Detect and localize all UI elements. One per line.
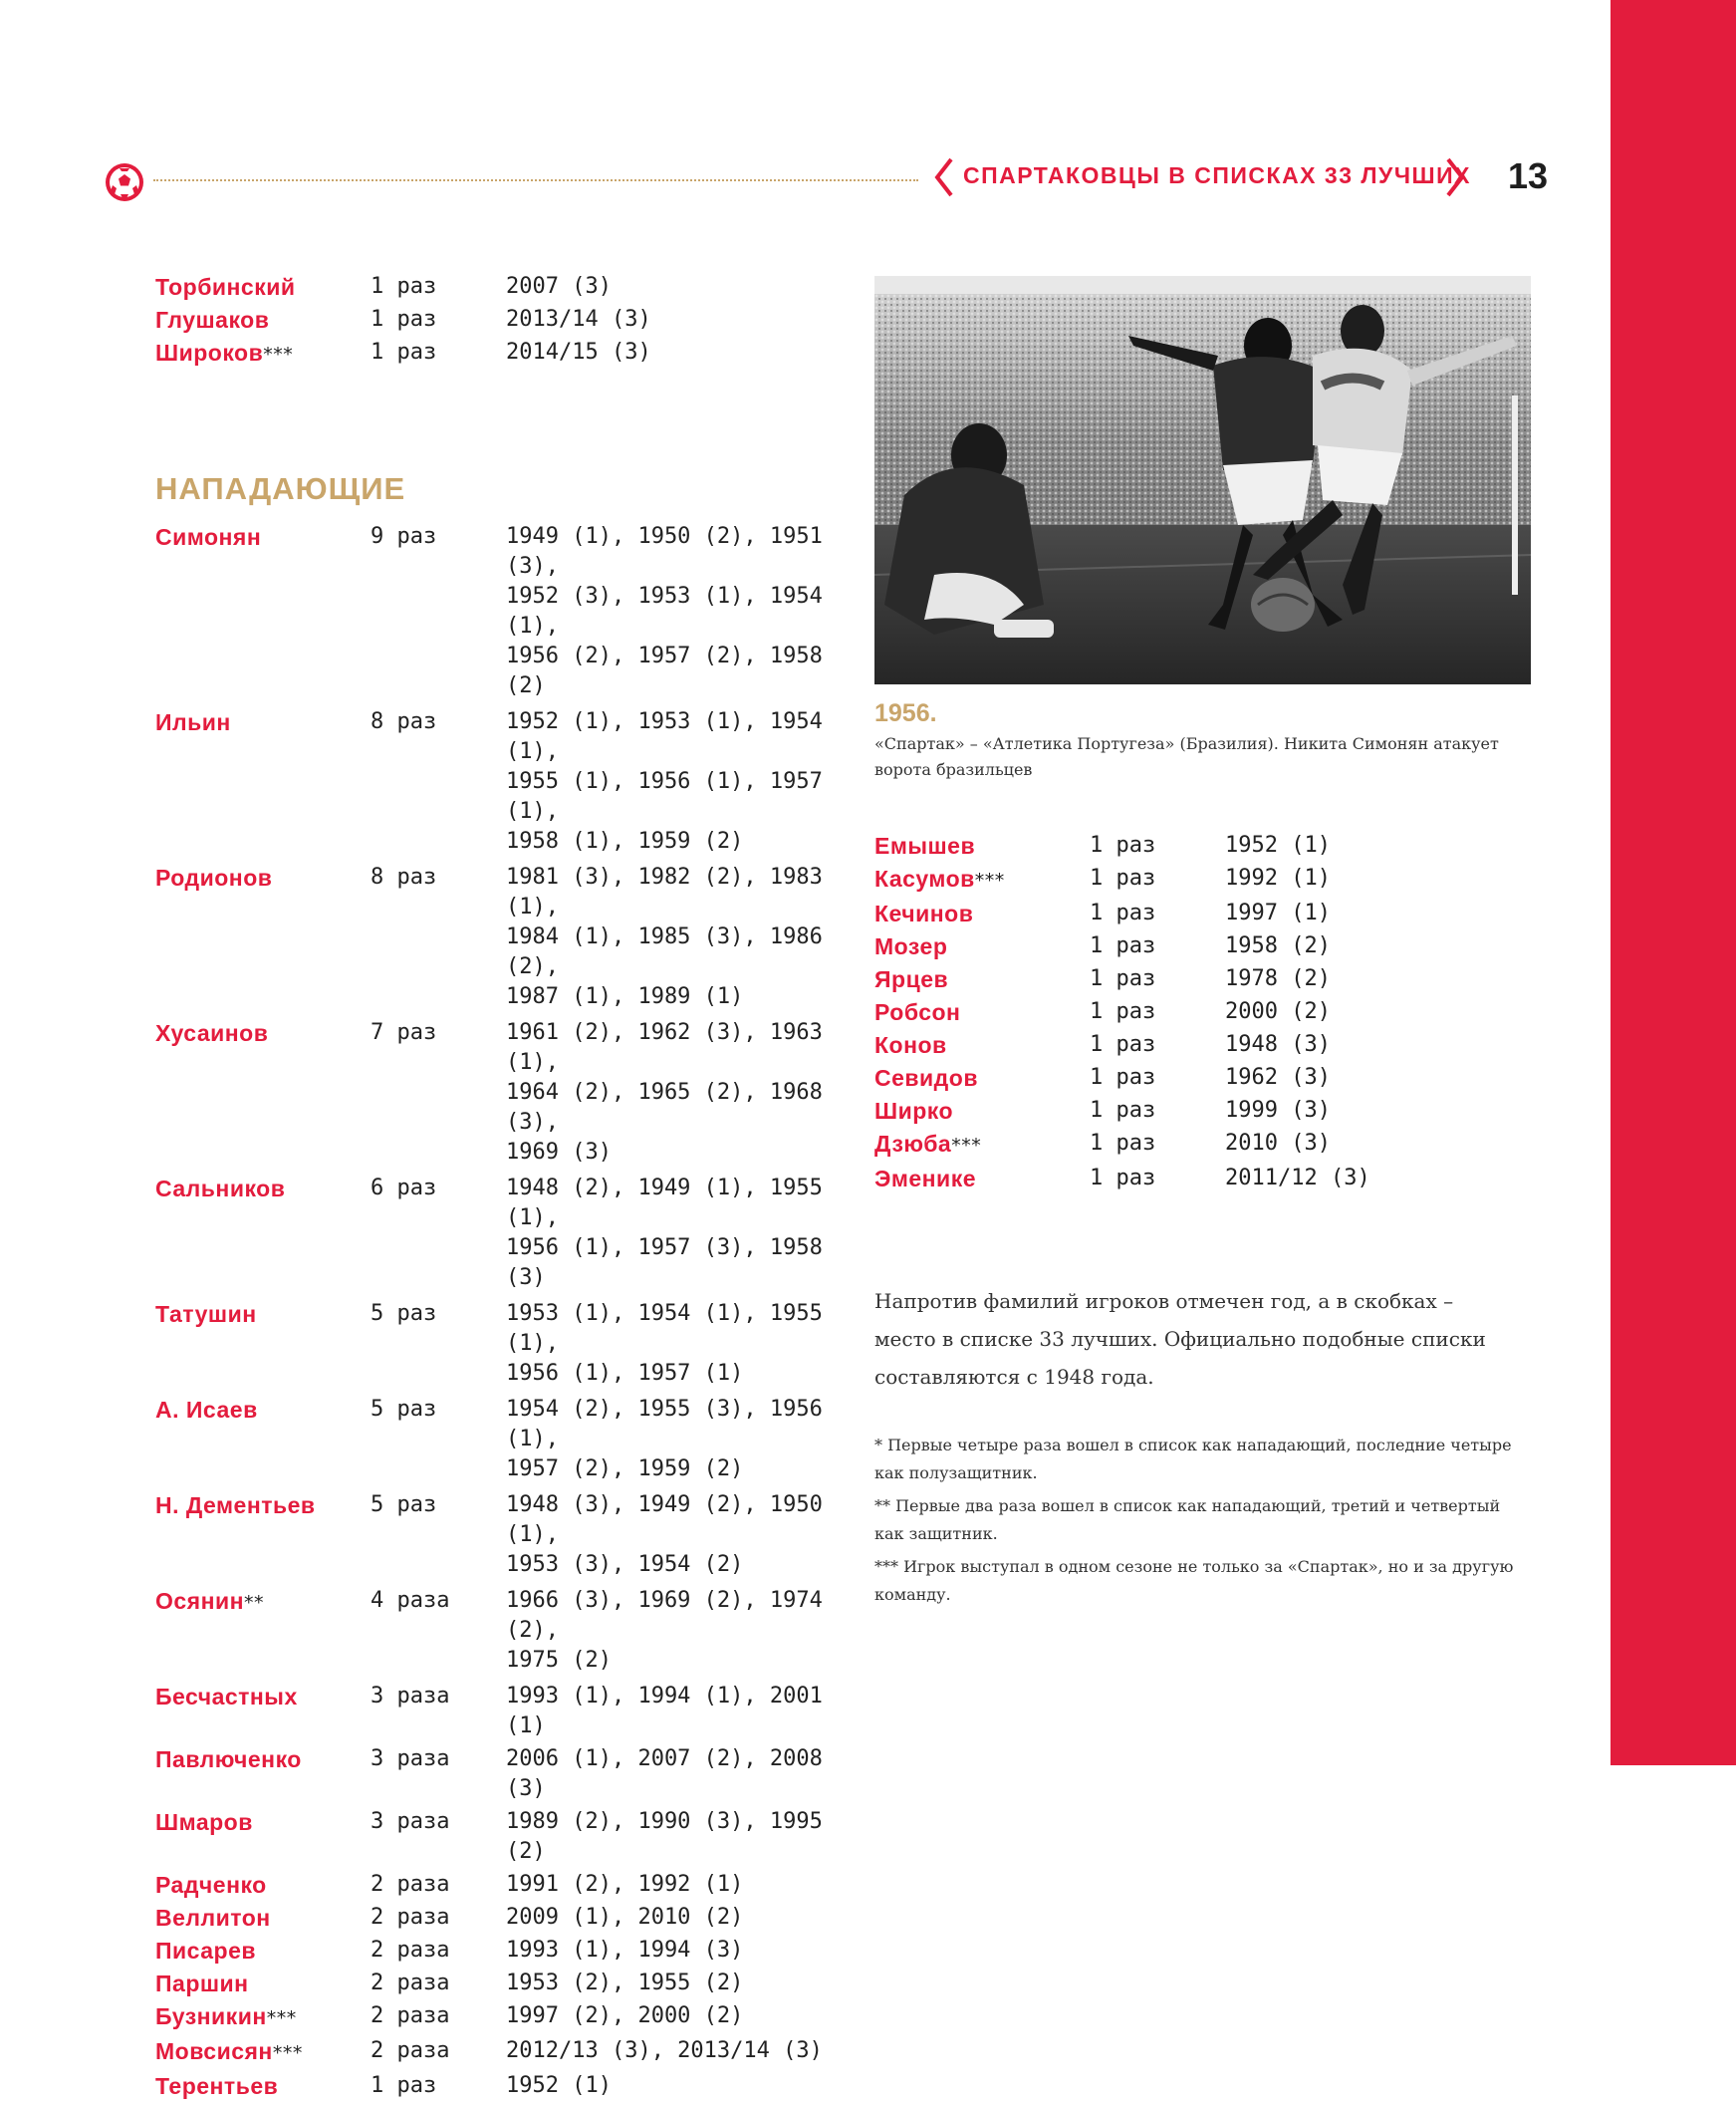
player-name-text: Ширко [874, 1098, 954, 1124]
years-line: 1992 (1) [1225, 866, 1331, 891]
player-name-text: Мозер [874, 933, 948, 959]
selection-count: 3 раза [371, 1746, 450, 1771]
years-line: 1999 (3) [1225, 1098, 1331, 1123]
player-row [155, 1807, 835, 1870]
selection-years [1225, 1096, 1464, 1129]
selection-count: 3 раза [371, 1809, 450, 1834]
red-side-bar [1611, 0, 1736, 1765]
selection-count: 2 раза [371, 1938, 450, 1963]
years-line: 1978 (2) [1225, 966, 1331, 991]
selection-count: 2 раза [371, 1971, 450, 1995]
selection-count: 1 раз [1090, 999, 1156, 1024]
selection-count: 5 раз [371, 1301, 437, 1326]
years-line: 1997 (1) [1225, 901, 1331, 925]
selection-years [506, 707, 835, 863]
years-line: 1975 (2) [506, 1648, 612, 1673]
player-row [155, 1969, 835, 2001]
footnote-mark: *** [974, 870, 1005, 892]
photo-caption-year: 1956. [874, 699, 937, 727]
selection-years [506, 1174, 835, 1299]
player-name-text: Широков [155, 340, 264, 366]
selection-years [506, 1903, 835, 1936]
selection-count: 6 раз [371, 1176, 437, 1200]
forwards-table-continued [874, 831, 1464, 1196]
player-name-text: Хусаинов [155, 1020, 269, 1046]
player-row [155, 1174, 835, 1299]
years-line: 1981 (3), 1982 (2), 1983 (1), [506, 865, 823, 920]
selection-years [506, 1490, 835, 1586]
selection-count: 1 раз [1090, 966, 1156, 991]
years-line: 2012/13 (3), 2013/14 (3) [506, 2038, 823, 2063]
years-line: 1987 (1), 1989 (1) [506, 984, 744, 1009]
footnote-2: ** Первые два раза вошел в список как нападающий, третий и четвертый как защитник. [874, 1496, 1501, 1543]
player-row [155, 272, 835, 305]
player-name-text: Симонян [155, 524, 262, 550]
footnote-mark: *** [266, 2007, 297, 2029]
player-name-text: Робсон [874, 999, 961, 1025]
years-line: 1953 (2), 1955 (2) [506, 1971, 744, 1995]
footnote-mark: *** [272, 2042, 303, 2064]
selection-count: 1 раз [1090, 1032, 1156, 1057]
years-line: 2011/12 (3) [1225, 1166, 1370, 1190]
player-name-text: Ярцев [874, 966, 949, 992]
forwards-heading: НАПАДАЮЩИЕ [155, 471, 406, 506]
selection-count: 1 раз [1090, 1065, 1156, 1090]
player-row [155, 522, 835, 707]
selection-count: 1 раз [1090, 933, 1156, 958]
selection-years [506, 1969, 835, 2001]
selection-years [1225, 997, 1464, 1030]
chevron-left-icon [933, 156, 955, 198]
years-line: 1952 (1) [1225, 833, 1331, 858]
player-name [874, 864, 1090, 899]
match-photo [874, 276, 1531, 684]
player-name-text: Ильин [155, 709, 231, 735]
selection-years [506, 1870, 835, 1903]
years-line: 1953 (3), 1954 (2) [506, 1552, 744, 1577]
years-line: 2014/15 (3) [506, 340, 651, 365]
player-name [874, 931, 1090, 964]
selection-years [506, 1586, 835, 1682]
selection-count: 2 раза [371, 2038, 450, 2063]
years-line: 1952 (1) [506, 2073, 612, 2098]
player-name [155, 1682, 371, 1744]
player-name-text: Татушин [155, 1301, 257, 1327]
player-name [874, 831, 1090, 864]
selection-years [506, 2036, 835, 2071]
section-title: СПАРТАКОВЦЫ В СПИСКАХ 33 ЛУЧШИХ [963, 162, 1471, 188]
player-name [155, 863, 371, 1018]
player-name-text: Касумов [874, 866, 975, 892]
selection-years [1225, 931, 1464, 964]
selection-count: 1 раз [1090, 1166, 1156, 1190]
player-name [155, 1744, 371, 1807]
player-row [874, 864, 1464, 899]
player-name-text: Павлюченко [155, 1746, 302, 1772]
selection-count: 2 раза [371, 1872, 450, 1897]
selection-count: 2 раза [371, 1905, 450, 1930]
player-name-text: Кечинов [874, 901, 974, 926]
player-row [874, 1164, 1464, 1196]
years-line: 1948 (3) [1225, 1032, 1331, 1057]
years-line: 1952 (3), 1953 (1), 1954 (1), [506, 584, 823, 639]
player-row [155, 305, 835, 338]
years-line: 1956 (1), 1957 (1) [506, 1361, 744, 1386]
years-line: 1993 (1), 1994 (3) [506, 1938, 744, 1963]
player-name-text: Паршин [155, 1971, 249, 1996]
player-name-text: А. Исаев [155, 1397, 258, 1423]
selection-count: 8 раз [371, 865, 437, 890]
player-name [155, 1299, 371, 1395]
player-name [874, 964, 1090, 997]
header-dotted-rule [153, 179, 918, 181]
years-line: 1953 (1), 1954 (1), 1955 (1), [506, 1301, 823, 1356]
player-name [155, 1807, 371, 1870]
player-row [155, 2036, 835, 2071]
selection-count: 1 раз [371, 340, 437, 365]
selection-count: 1 раз [1090, 1131, 1156, 1156]
player-row [874, 1096, 1464, 1129]
years-line: 2009 (1), 2010 (2) [506, 1905, 744, 1930]
player-name [155, 1586, 371, 1682]
player-name-text: Сальников [155, 1176, 286, 1201]
selection-years [506, 1299, 835, 1395]
years-line: 1958 (2) [1225, 933, 1331, 958]
player-name-text: Н. Дементьев [155, 1492, 316, 1518]
years-line: 1993 (1), 1994 (1), 2001 (1) [506, 1684, 823, 1738]
player-name-text: Осянин [155, 1588, 245, 1614]
years-line: 1958 (1), 1959 (2) [506, 829, 744, 854]
player-row [874, 997, 1464, 1030]
explanatory-note: Напротив фамилий игроков отмечен год, а в скобках – место в списке 33 лучших. Официально подобные списки составляются с 1948 года. [874, 1289, 1486, 1389]
player-name-text: Бузникин [155, 2003, 267, 2029]
player-row [155, 1870, 835, 1903]
player-name [155, 1395, 371, 1490]
player-name [874, 997, 1090, 1030]
footnote-mark: *** [951, 1135, 982, 1157]
selection-count: 5 раз [371, 1397, 437, 1422]
player-name [874, 899, 1090, 931]
player-row [874, 931, 1464, 964]
years-line: 1952 (1), 1953 (1), 1954 (1), [506, 709, 823, 764]
player-name [155, 272, 371, 305]
selection-count: 5 раз [371, 1492, 437, 1517]
selection-years [506, 863, 835, 1018]
years-line: 1955 (1), 1956 (1), 1957 (1), [506, 769, 823, 824]
player-name [155, 1490, 371, 1586]
years-line: 1956 (2), 1957 (2), 1958 (2) [506, 644, 823, 698]
chevron-right-icon [1444, 156, 1466, 198]
player-name-text: Емышев [874, 833, 976, 859]
years-line: 1997 (2), 2000 (2) [506, 2003, 744, 2028]
player-name-text: Родионов [155, 865, 273, 891]
years-line: 2013/14 (3) [506, 307, 651, 332]
selection-count: 4 раза [371, 1588, 450, 1613]
player-row [155, 707, 835, 863]
player-name [874, 1063, 1090, 1096]
player-row [874, 1030, 1464, 1063]
footnote-mark: *** [263, 344, 294, 366]
player-name [155, 522, 371, 707]
player-row [155, 338, 835, 373]
player-name-text: Мовсисян [155, 2038, 273, 2064]
player-row [155, 1903, 835, 1936]
player-name [155, 1969, 371, 2001]
player-row [155, 1936, 835, 1969]
years-line: 1961 (2), 1962 (3), 1963 (1), [506, 1020, 823, 1075]
years-line: 2000 (2) [1225, 999, 1331, 1024]
player-row [874, 1063, 1464, 1096]
soccer-ball-icon [104, 161, 145, 203]
years-line: 1957 (2), 1959 (2) [506, 1456, 744, 1481]
player-name-text: Терентьев [155, 2073, 279, 2099]
photo-caption: «Спартак» – «Атлетика Португеза» (Бразилия). Никита Симонян атакует ворота бразильцев [874, 734, 1499, 779]
years-line: 1991 (2), 1992 (1) [506, 1872, 744, 1897]
player-name [155, 1936, 371, 1969]
selection-count: 1 раз [371, 274, 437, 299]
player-name [155, 2036, 371, 2071]
player-name [874, 1096, 1090, 1129]
years-line: 1962 (3) [1225, 1065, 1331, 1090]
years-line: 1956 (1), 1957 (3), 1958 (3) [506, 1235, 823, 1290]
player-row [874, 1129, 1464, 1164]
player-name-text: Писарев [155, 1938, 257, 1964]
player-row [874, 831, 1464, 864]
player-name [155, 305, 371, 338]
selection-count: 1 раз [1090, 1098, 1156, 1123]
years-line: 1989 (2), 1990 (3), 1995 (2) [506, 1809, 823, 1864]
footnote-1: * Первые четыре раза вошел в список как нападающий, последние четыре как полузащитник. [874, 1436, 1512, 1482]
page-number: 13 [1508, 155, 1549, 196]
player-name-text: Бесчастных [155, 1684, 298, 1710]
player-name [155, 338, 371, 373]
player-name [874, 1164, 1090, 1196]
selection-count: 8 раз [371, 709, 437, 734]
selection-years [506, 305, 835, 338]
player-row [155, 1744, 835, 1807]
years-line: 1964 (2), 1965 (2), 1968 (3), [506, 1080, 823, 1135]
selection-count: 1 раз [1090, 833, 1156, 858]
years-line: 1954 (2), 1955 (3), 1956 (1), [506, 1397, 823, 1451]
selection-years [1225, 964, 1464, 997]
selection-years [506, 1936, 835, 1969]
player-row [155, 2071, 835, 2104]
player-row [155, 1395, 835, 1490]
forwards-table [155, 522, 835, 2104]
selection-years [506, 1744, 835, 1807]
selection-years [506, 272, 835, 305]
player-name-text: Торбинский [155, 274, 296, 300]
selection-years [1225, 1063, 1464, 1096]
player-name [155, 1018, 371, 1174]
defenders-tail-table [155, 272, 835, 373]
years-line: 1966 (3), 1969 (2), 1974 (2), [506, 1588, 823, 1643]
player-name [155, 1903, 371, 1936]
selection-years [506, 1018, 835, 1174]
selection-count: 9 раз [371, 524, 437, 549]
player-name-text: Дзюба [874, 1131, 952, 1157]
player-name [155, 1174, 371, 1299]
footnote-3: *** Игрок выступал в одном сезоне не только за «Спартак», но и за другую команду. [874, 1557, 1514, 1604]
player-name-text: Глушаков [155, 307, 270, 333]
years-line: 2006 (1), 2007 (2), 2008 (3) [506, 1746, 823, 1801]
player-name [155, 2071, 371, 2104]
selection-count: 1 раз [371, 2073, 437, 2098]
player-row [155, 1018, 835, 1174]
player-row [155, 2001, 835, 2036]
selection-count: 7 раз [371, 1020, 437, 1045]
player-name-text: Севидов [874, 1065, 978, 1091]
player-row [874, 964, 1464, 997]
selection-count: 1 раз [1090, 866, 1156, 891]
player-name-text: Конов [874, 1032, 947, 1058]
selection-years [1225, 1164, 1464, 1196]
player-row [874, 899, 1464, 931]
selection-years [506, 338, 835, 373]
player-name [155, 1870, 371, 1903]
years-line: 1969 (3) [506, 1140, 612, 1165]
selection-count: 1 раз [371, 307, 437, 332]
footnote-mark: ** [244, 1592, 265, 1614]
selection-years [506, 1395, 835, 1490]
player-row [155, 1299, 835, 1395]
selection-count: 3 раза [371, 1684, 450, 1709]
selection-years [506, 2001, 835, 2036]
selection-count: 1 раз [1090, 901, 1156, 925]
selection-years [1225, 1030, 1464, 1063]
player-name-text: Шмаров [155, 1809, 253, 1835]
player-name [155, 707, 371, 863]
player-name [874, 1030, 1090, 1063]
player-row [155, 1490, 835, 1586]
player-name-text: Эменике [874, 1166, 977, 1191]
selection-years [1225, 831, 1464, 864]
player-name-text: Радченко [155, 1872, 267, 1898]
years-line: 1948 (3), 1949 (2), 1950 (1), [506, 1492, 823, 1547]
years-line: 1984 (1), 1985 (3), 1986 (2), [506, 924, 823, 979]
years-line: 1948 (2), 1949 (1), 1955 (1), [506, 1176, 823, 1230]
selection-years [1225, 899, 1464, 931]
years-line: 2010 (3) [1225, 1131, 1331, 1156]
selection-years [506, 1807, 835, 1870]
player-row [155, 1586, 835, 1682]
selection-count: 2 раза [371, 2003, 450, 2028]
player-row [155, 863, 835, 1018]
player-name [155, 2001, 371, 2036]
years-line: 1949 (1), 1950 (2), 1951 (3), [506, 524, 823, 579]
selection-years [1225, 1129, 1464, 1164]
selection-years [1225, 864, 1464, 899]
selection-years [506, 522, 835, 707]
selection-years [506, 2071, 835, 2104]
selection-years [506, 1682, 835, 1744]
player-row [155, 1682, 835, 1744]
player-name-text: Веллитон [155, 1905, 271, 1931]
player-name [874, 1129, 1090, 1164]
years-line: 2007 (3) [506, 274, 612, 299]
